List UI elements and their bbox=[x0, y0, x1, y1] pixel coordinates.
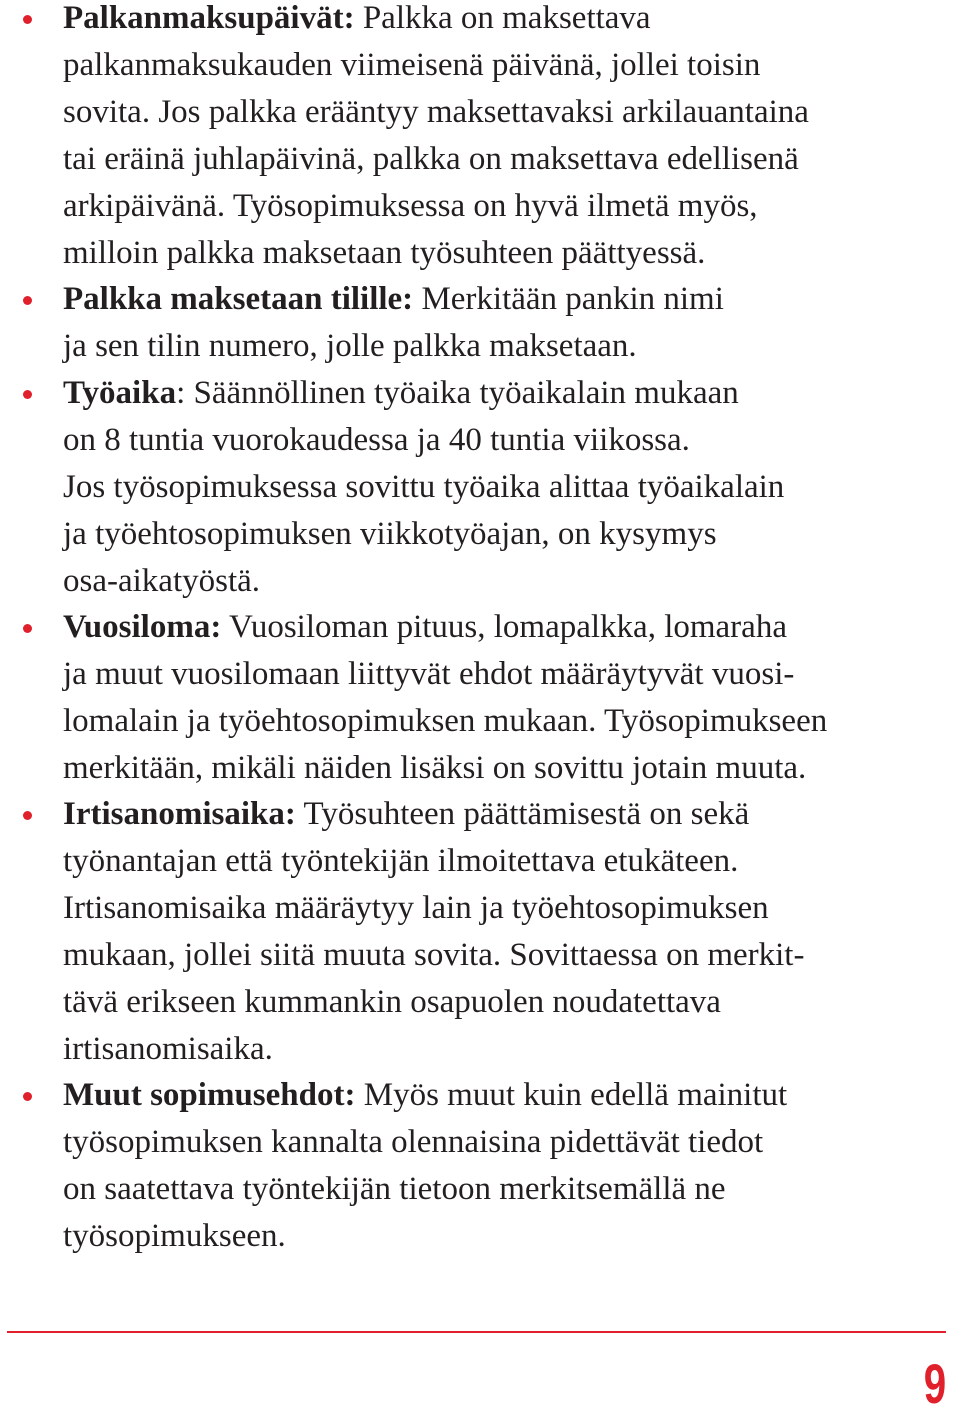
bullet-icon bbox=[23, 811, 32, 820]
list-item-line: on 8 tuntia vuorokaudessa ja 40 tuntia viikossa. bbox=[63, 422, 690, 458]
list-item-line: tai eräinä juhlapäivinä, palkka on maksettava edellisenä bbox=[63, 141, 799, 177]
list-item-line: mukaan, jollei siitä muuta sovita. Sovittaessa on merkit- bbox=[63, 937, 805, 973]
list-item-line: ja työehtosopimuksen viikkotyöajan, on kysymys bbox=[63, 516, 717, 552]
list-item-line: tävä erikseen kummankin osapuolen noudatettava bbox=[63, 984, 721, 1020]
list-item-term: Palkka maksetaan tilille: bbox=[63, 281, 414, 317]
list-item-line: merkitään, mikäli näiden lisäksi on sovittu jotain muuta. bbox=[63, 750, 807, 786]
list-item-line: osa-aikatyöstä. bbox=[63, 563, 261, 599]
list-item-line bbox=[63, 604, 787, 651]
list-item-text: Työsuhteen päättämisestä on sekä bbox=[295, 796, 750, 832]
bullet-icon bbox=[23, 390, 32, 399]
page-number: 9 bbox=[923, 1352, 946, 1415]
list-item-text: Palkka on maksettava bbox=[354, 0, 651, 36]
list-item-line: työnantajan että työntekijän ilmoitettava etukäteen. bbox=[63, 843, 739, 879]
bullet-icon bbox=[23, 15, 32, 24]
list-item-line: lomalain ja työehtosopimuksen mukaan. Työsopimukseen bbox=[63, 703, 828, 739]
bullet-icon bbox=[23, 1092, 32, 1101]
list-item-line: ja muut vuosilomaan liittyvät ehdot määräytyvät vuosi- bbox=[63, 656, 795, 692]
bullet-icon bbox=[23, 624, 32, 633]
list-item-line: palkanmaksukauden viimeisenä päivänä, jollei toisin bbox=[63, 47, 761, 83]
list-item-line bbox=[63, 276, 724, 323]
list-item-line: on saatettava työntekijän tietoon merkitsemällä ne bbox=[63, 1171, 726, 1207]
list-item-text: Vuosiloman pituus, lomapalkka, lomaraha bbox=[221, 609, 787, 645]
list-item-line: Irtisanomisaika määräytyy lain ja työehtosopimuksen bbox=[63, 890, 769, 926]
list-item-line: milloin palkka maksetaan työsuhteen päättyessä. bbox=[63, 235, 706, 271]
list-item-line bbox=[63, 0, 651, 42]
list-item-text: : Säännöllinen työaika työaikalain mukaan bbox=[176, 375, 739, 411]
list-item-term: Vuosiloma: bbox=[63, 609, 222, 645]
list-item-line bbox=[63, 370, 739, 417]
list-item-line bbox=[63, 1072, 787, 1119]
list-item-line: arkipäivänä. Työsopimuksessa on hyvä ilmetä myös, bbox=[63, 188, 758, 224]
list-item-line: työsopimukseen. bbox=[63, 1218, 286, 1254]
list-item-line: työsopimuksen kannalta olennaisina pidettävät tiedot bbox=[63, 1124, 764, 1160]
list-item-term: Palkanmaksupäivät: bbox=[63, 0, 355, 36]
list-item-line: ja sen tilin numero, jolle palkka maksetaan. bbox=[63, 328, 637, 364]
list-item-text: Myös muut kuin edellä mainitut bbox=[355, 1077, 788, 1113]
list-item-term: Irtisanomisaika: bbox=[63, 796, 296, 832]
list-item-line bbox=[63, 791, 749, 838]
list-item-term: Muut sopimusehdot: bbox=[63, 1077, 356, 1113]
list-item-line: irtisanomisaika. bbox=[63, 1031, 273, 1067]
list-item-line: sovita. Jos palkka erääntyy maksettavaksi arkilauantaina bbox=[63, 94, 809, 130]
footer-divider bbox=[7, 1331, 946, 1333]
list-item-term: Työaika bbox=[63, 375, 177, 411]
bullet-icon bbox=[23, 296, 32, 305]
list-item-line: Jos työsopimuksessa sovittu työaika alittaa työaikalain bbox=[63, 469, 785, 505]
list-item-text: Merkitään pankin nimi bbox=[413, 281, 724, 317]
